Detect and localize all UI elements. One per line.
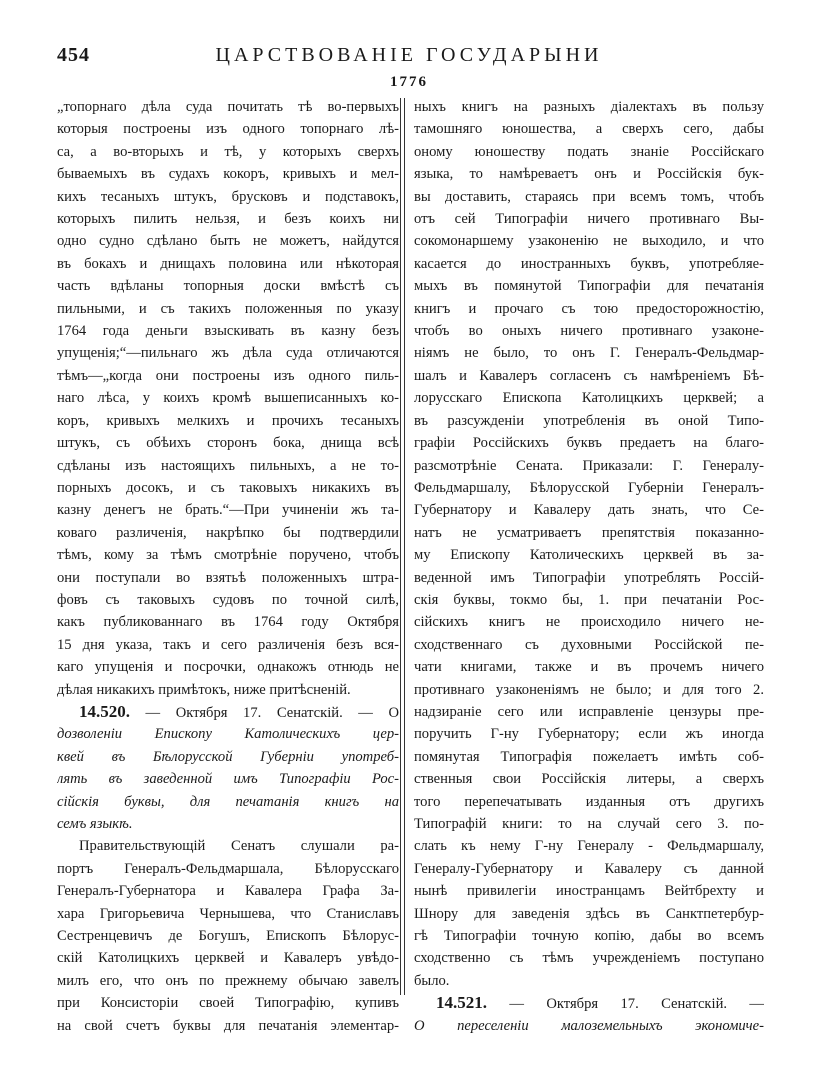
running-title: ЦАРСТВОВАНIЕ ГОСУДАРЫНИ xyxy=(215,44,603,66)
entry-number: 14.520. xyxy=(79,701,130,721)
text-line: гѣ Типографiи точную копiю, дабы во всемъ xyxy=(414,928,764,945)
text-line: фовъ съ таковыхъ судовъ по точной силѣ, xyxy=(57,591,399,608)
text-line: каго упущенiя и посрочки, однакожъ отнюдь не xyxy=(57,659,399,676)
text-line: лорусскаго Епископа Католицкихъ церквей; а xyxy=(414,390,764,407)
text-line: квей въ Бѣлорусской Губернiи употреб- xyxy=(57,748,399,765)
text-line: разсмотрѣнiе Сената. Приказали: Г. Генералу- xyxy=(414,457,764,474)
text-line: сходственнаго съ духовными Россiйской пе- xyxy=(414,636,764,653)
text-line: семъ языкѣ. xyxy=(57,816,133,832)
text-line: штукъ, съ обѣихъ сторонъ бока, днища всѣ xyxy=(57,435,399,452)
text-line: коваго различенiя, накрѣпко бы подтвердили xyxy=(57,524,399,541)
text-line: шалъ и Кавалеръ согласенъ съ намѣренiемъ Бѣ- xyxy=(414,367,764,384)
text-line: слать къ нему Г-ну Генералу - Фельдмаршалу, xyxy=(414,838,764,855)
text-line: чати книгами, также и въ прочемъ ничего xyxy=(414,659,764,676)
text-line: которыя построены изъ одного топорнаго лѣ- xyxy=(57,121,399,138)
text-line: упущенiя;“—пильнаго жъ дѣла суда отличаются xyxy=(57,345,399,362)
text-line: 15 дня указа, такъ и сего различенiя безъ вся- xyxy=(57,636,399,653)
text-line: скiя буквы, токмо бы, 1. при печатанiи Рос- xyxy=(414,591,764,608)
text-line: му Епископу Католическихъ церквей въ за- xyxy=(414,547,764,564)
text-line: Генералу-Губернатору и Кавалеру съ данной xyxy=(414,860,764,877)
text-line: сходственно съ тѣмъ учрежденiемъ поступано xyxy=(414,950,764,967)
entry-number: 14.521. xyxy=(436,993,487,1013)
text-line: „топорнаго дѣла суда почитать тѣ во-первыхъ xyxy=(57,99,399,115)
text-line: милъ его, что онъ по прежнему обычаю завелъ xyxy=(57,972,399,989)
text-line: портъ Генералъ-Фельдмаршала, Бѣлорусскаго xyxy=(57,860,399,877)
text-line: тѣмъ—„когда они построены изъ одного пиль- xyxy=(57,367,399,384)
text-line: дѣлая никакихъ примѣтокъ, ниже притѣсненiй. xyxy=(57,681,351,698)
text-line: Сестренцевичъ де Богушъ, Епископъ Бѣлорус- xyxy=(57,928,399,945)
text-line: которыхъ пилить нельзя, и безъ коихъ ни xyxy=(57,211,399,228)
text-line: 14.520. — Октября 17. Сенатскiй. — О xyxy=(79,701,399,721)
text-line: са, а во-вторыхъ и тѣ, у которыхъ сверхъ xyxy=(57,143,399,160)
text-line: лять въ заведенной имъ Типографiи Рос- xyxy=(57,771,399,788)
page-number: 454 xyxy=(57,44,90,66)
text-line: одно судно сдѣлано быть не можетъ, найдутся xyxy=(57,233,399,250)
text-line: 1764 года деньги взыскивать въ казну безъ xyxy=(57,323,399,340)
text-line: надзиранiе сего или исправленiе цензуры пре- xyxy=(414,703,764,720)
text-line: О переселенiи малоземельныхъ экономиче- xyxy=(414,1017,764,1034)
text-line: Фельдмаршалу, Бѣлорусской Губернiи Генералъ- xyxy=(414,479,764,496)
text-line: мыхъ въ помянутой Типографiи для печатанiя xyxy=(414,278,764,295)
text-line: хара Григорьевича Чернышева, что Станиславъ xyxy=(57,905,399,922)
text-line: тѣмъ, кому за тѣмъ смотрѣнiе поручено, чтобъ xyxy=(57,547,399,564)
column-divider xyxy=(400,98,405,995)
right-column xyxy=(414,96,764,1037)
text-line: языка, то намѣреваетъ онъ и Россiйскiя бук- xyxy=(414,166,764,183)
text-line: Шнору для заведенiя здѣсь въ Санктпетербур- xyxy=(414,905,764,922)
text-line: дозволенiи Епископу Католическихъ цер- xyxy=(57,726,399,743)
text-line: пильными, и съ такихъ положенныя по указу xyxy=(57,300,399,317)
text-line: вы доставить, стараясь при всемъ томъ, чтобъ xyxy=(414,188,764,205)
text-line: натъ не усматриваетъ препятствiя показанно- xyxy=(414,524,764,541)
text-line: противнаго узаконенiямъ не было; и для того 2. xyxy=(414,681,764,698)
text-line: Правительствующiй Сенатъ слушали ра- xyxy=(79,838,399,855)
text-line: казну денегъ не брать.“—При учиненiи жъ та- xyxy=(57,502,399,519)
text-line: какъ публикованнаго въ 1764 году Октября xyxy=(57,614,399,631)
text-line: ственныя свои Россiйскiя литеры, а сверхъ xyxy=(414,771,764,788)
text-line: сокомонаршему узаконенiю не выходило, и что xyxy=(414,233,764,250)
text-line: въ разсужденiи употребленiя въ оной Типо- xyxy=(414,412,764,429)
text-line: Типографiй книги: то на случай сего 3. по- xyxy=(414,816,764,832)
text-line: часть вдѣланы топорныя доски вмѣстѣ съ xyxy=(57,278,399,295)
text-line: помянутая Типографiя пожелаетъ имѣть соб- xyxy=(414,748,764,765)
text-line: Генералъ-Губернатора и Кавалера Графа За- xyxy=(57,883,399,900)
text-line: сiйскiя буквы, для печатанiя книгъ на xyxy=(57,793,399,810)
text-line: сдѣланы изъ настоящихъ пильныхъ, а не то- xyxy=(57,457,399,474)
text-line: 14.521. — Октября 17. Сенатскiй. — xyxy=(436,993,764,1013)
text-line: поручить Г-ну Губернатору; если жъ иногда xyxy=(414,726,764,743)
text-line: на свой счетъ буквы для печатанiя элементар- xyxy=(57,1017,399,1034)
text-line: чтобъ во оныхъ ничего противнаго узаконе- xyxy=(414,323,764,340)
text-line: ныхъ книгъ на разныхъ дiалектахъ въ пользу xyxy=(414,99,764,115)
text-line: нiямъ не было, то онъ Г. Генералъ-Фельдмар- xyxy=(414,345,764,362)
text-line: касается до иностранныхъ буквъ, употребляе- xyxy=(414,255,764,272)
text-line: скiй Католицкихъ церквей и Кавалеръ увѣдо- xyxy=(57,950,399,967)
text-line: коръ, кривыхъ мелкихъ и прочихъ тесаныхъ xyxy=(57,412,399,429)
text-line: книгъ и прочаго съ тою предосторожностiю, xyxy=(414,300,764,317)
text-line: графiи Россiйскихъ буквъ предаетъ на благо- xyxy=(414,435,764,452)
text-line: тамошняго юношества, а сверхъ сего, дабы xyxy=(414,121,764,138)
text-line: сiйскихъ книгъ не происходило ничего не- xyxy=(414,614,764,631)
text-line: того перепечатывать изданныя отъ другихъ xyxy=(414,793,764,810)
text-line: нынѣ привилегiи иностранцамъ Вейтбрехту и xyxy=(414,883,764,900)
text-line: оному юношеству подать знанiе Россiйскаго xyxy=(414,143,764,160)
year-heading: 1776 xyxy=(390,74,428,90)
text-line: при Консисторiи своей Типографiю, купивъ xyxy=(57,995,399,1012)
text-line: веденной имъ Типографiи употреблять Россiй- xyxy=(414,569,764,586)
text-line: отъ сей Типографiи ничего противнаго Вы- xyxy=(414,211,764,228)
left-column xyxy=(57,96,399,1037)
text-line: наго лѣса, у коихъ кромѣ вышеписанныхъ ко- xyxy=(57,390,399,407)
text-line: они поступали во взятьѣ положенныхъ штра- xyxy=(57,569,399,586)
text-line: порныхъ досокъ, и съ таковыхъ никакихъ въ xyxy=(57,479,399,496)
text-line: было. xyxy=(414,972,450,989)
text-line: Губернатору и Кавалеру дать знать, что Се- xyxy=(414,502,764,519)
text-line: кихъ тесаныхъ штукъ, брусковъ и подставокъ, xyxy=(57,188,399,205)
text-line: въ бокахъ и днищахъ половина или нѣкоторая xyxy=(57,255,399,272)
text-line: бываемыхъ въ судахъ кокоръ, кривыхъ и мел- xyxy=(57,166,399,183)
